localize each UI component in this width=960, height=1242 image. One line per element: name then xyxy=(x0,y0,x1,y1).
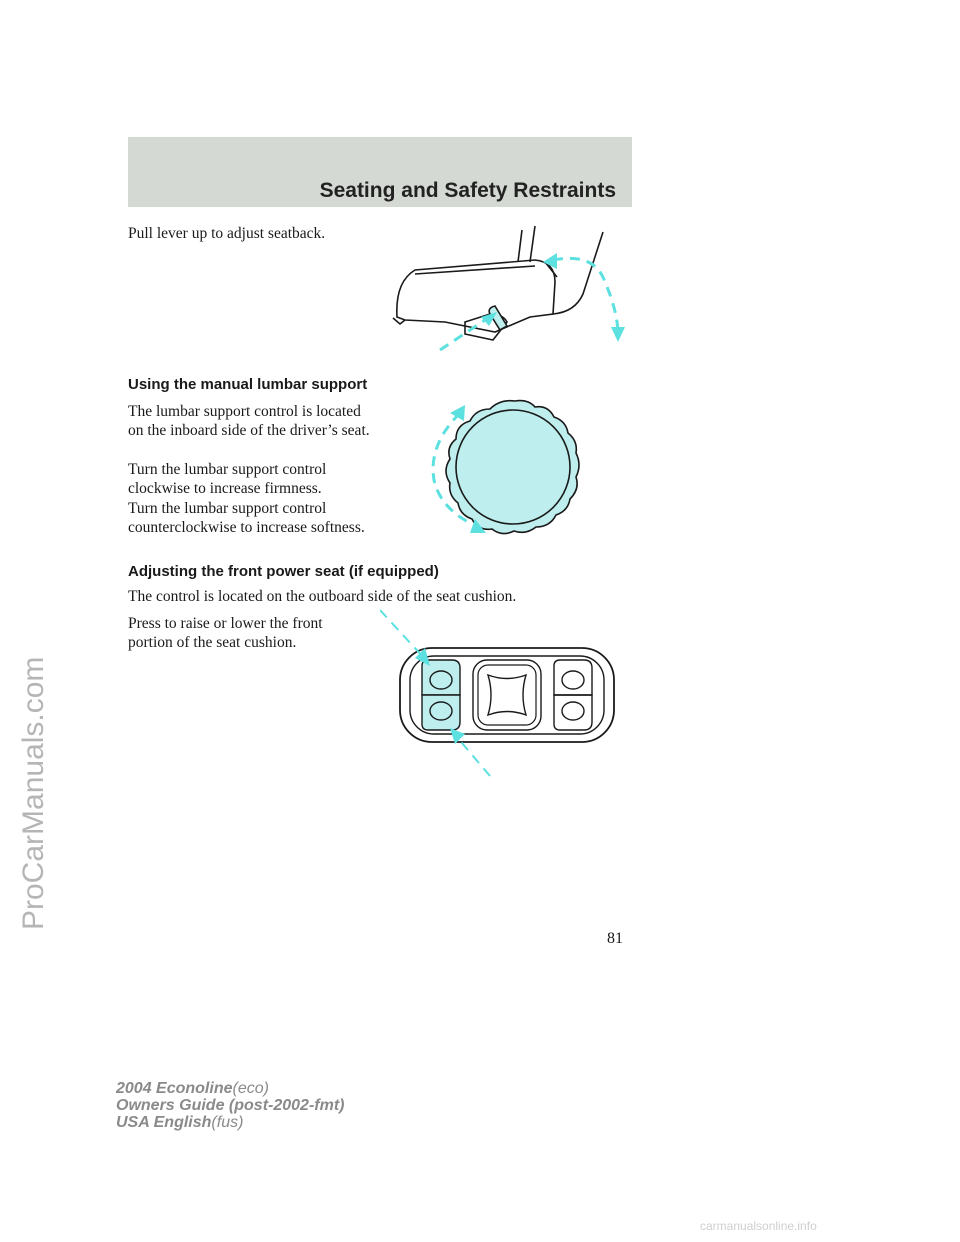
footer-line-1 xyxy=(116,1080,344,1097)
side-watermark: ProCarManuals.com xyxy=(17,656,50,930)
power-seat-control-illustration xyxy=(380,600,625,780)
footer-line-3 xyxy=(116,1114,344,1131)
lumbar-heading: Using the manual lumbar support xyxy=(128,376,368,393)
bottom-watermark: carmanualsonline.info xyxy=(700,1219,817,1233)
seatback-lever-illustration xyxy=(385,222,635,362)
footer-line-2: Owners Guide (post-2002-fmt) xyxy=(116,1097,345,1114)
power-seat-heading: Adjusting the front power seat (if equipped) xyxy=(128,563,439,580)
section-header xyxy=(128,137,632,207)
footer-language-code: (fus) xyxy=(211,1114,244,1131)
lumbar-knob-illustration xyxy=(420,395,590,545)
lumbar-text-3: Turn the lumbar support control counterclockwise to increase softness. xyxy=(128,500,365,536)
footer-model: 2004 Econoline xyxy=(116,1080,233,1097)
power-seat-text-1: The control is located on the outboard side of the seat cushion. xyxy=(128,588,517,605)
document-footer xyxy=(116,1080,344,1131)
lumbar-text-1: The lumbar support control is located on the inboard side of the driver’s seat. xyxy=(128,403,370,439)
lumbar-text-2: Turn the lumbar support control clockwise to increase firmness. xyxy=(128,461,327,497)
seatback-text: Pull lever up to adjust seatback. xyxy=(128,225,326,242)
footer-language: USA English xyxy=(116,1114,212,1131)
footer-model-code: (eco) xyxy=(232,1080,269,1097)
section-title: Seating and Safety Restraints xyxy=(319,179,616,202)
page-number: 81 xyxy=(607,930,623,947)
power-seat-text-2: Press to raise or lower the front portion of the seat cushion. xyxy=(128,615,323,651)
